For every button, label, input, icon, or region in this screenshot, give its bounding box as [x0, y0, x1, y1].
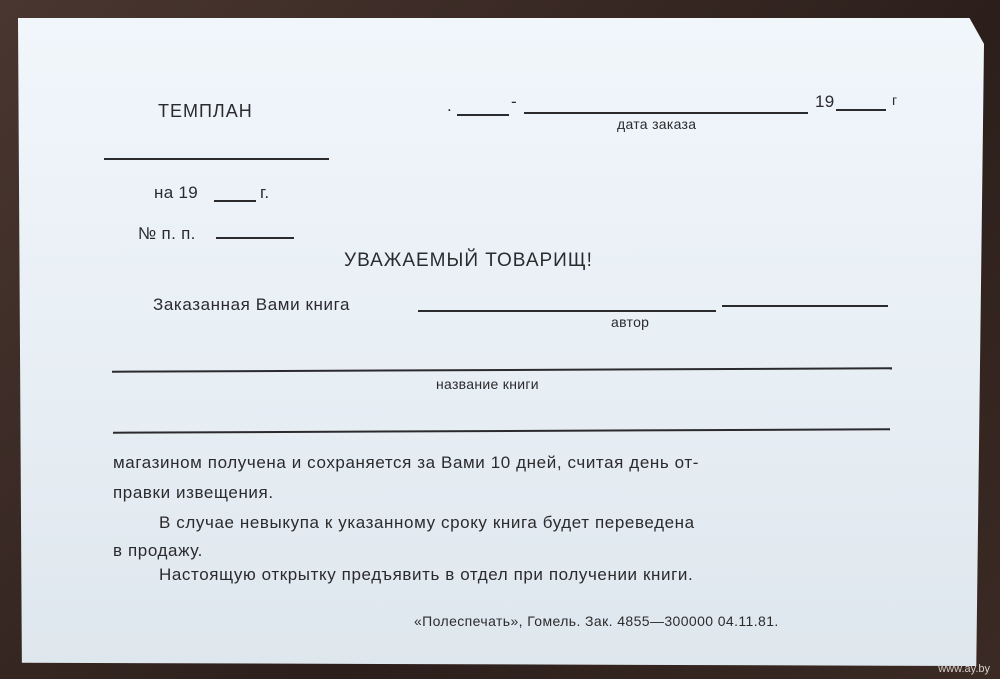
- plan-year-line: [214, 200, 256, 202]
- imprint-line: «Полеспечать», Гомель. Зак. 4855—300000 04.11.81.: [414, 613, 779, 629]
- date-dot: .: [447, 96, 453, 115]
- body-line-2: правки извещения.: [113, 483, 274, 502]
- item-number-line: [216, 237, 294, 239]
- greeting-heading: УВАЖАЕМЫЙ ТОВАРИЩ!: [344, 250, 593, 271]
- title-caption: название книги: [436, 376, 539, 392]
- author-caption: автор: [611, 314, 650, 330]
- author-line-extra: [722, 305, 888, 307]
- publisher-label: ТЕМПЛАН: [158, 101, 253, 121]
- item-number-label: № п. п.: [138, 224, 196, 243]
- year-prefix: 19: [815, 92, 835, 111]
- year-suffix: г: [892, 92, 898, 108]
- plan-year-suffix: г.: [260, 183, 270, 202]
- watermark: www.ay.by: [938, 663, 990, 675]
- month-line: [524, 112, 808, 114]
- author-line: [418, 310, 716, 312]
- body-line-5: Настоящую открытку предъявить в отдел при получении книги.: [159, 565, 694, 584]
- publisher-line: [104, 158, 329, 160]
- day-line: [457, 114, 509, 116]
- year-line: [836, 109, 886, 111]
- body-line-4: в продажу.: [113, 541, 203, 560]
- plan-year-prefix: на 19: [154, 183, 198, 202]
- body-line-1: магазином получена и сохраняется за Вами 10 дней, считая день от-: [113, 453, 699, 472]
- ordered-book-label: Заказанная Вами книга: [153, 295, 351, 314]
- date-dash: -: [511, 92, 517, 111]
- body-line-3: В случае невыкупа к указанному сроку книга будет переведена: [159, 513, 695, 532]
- date-caption: дата заказа: [617, 116, 697, 132]
